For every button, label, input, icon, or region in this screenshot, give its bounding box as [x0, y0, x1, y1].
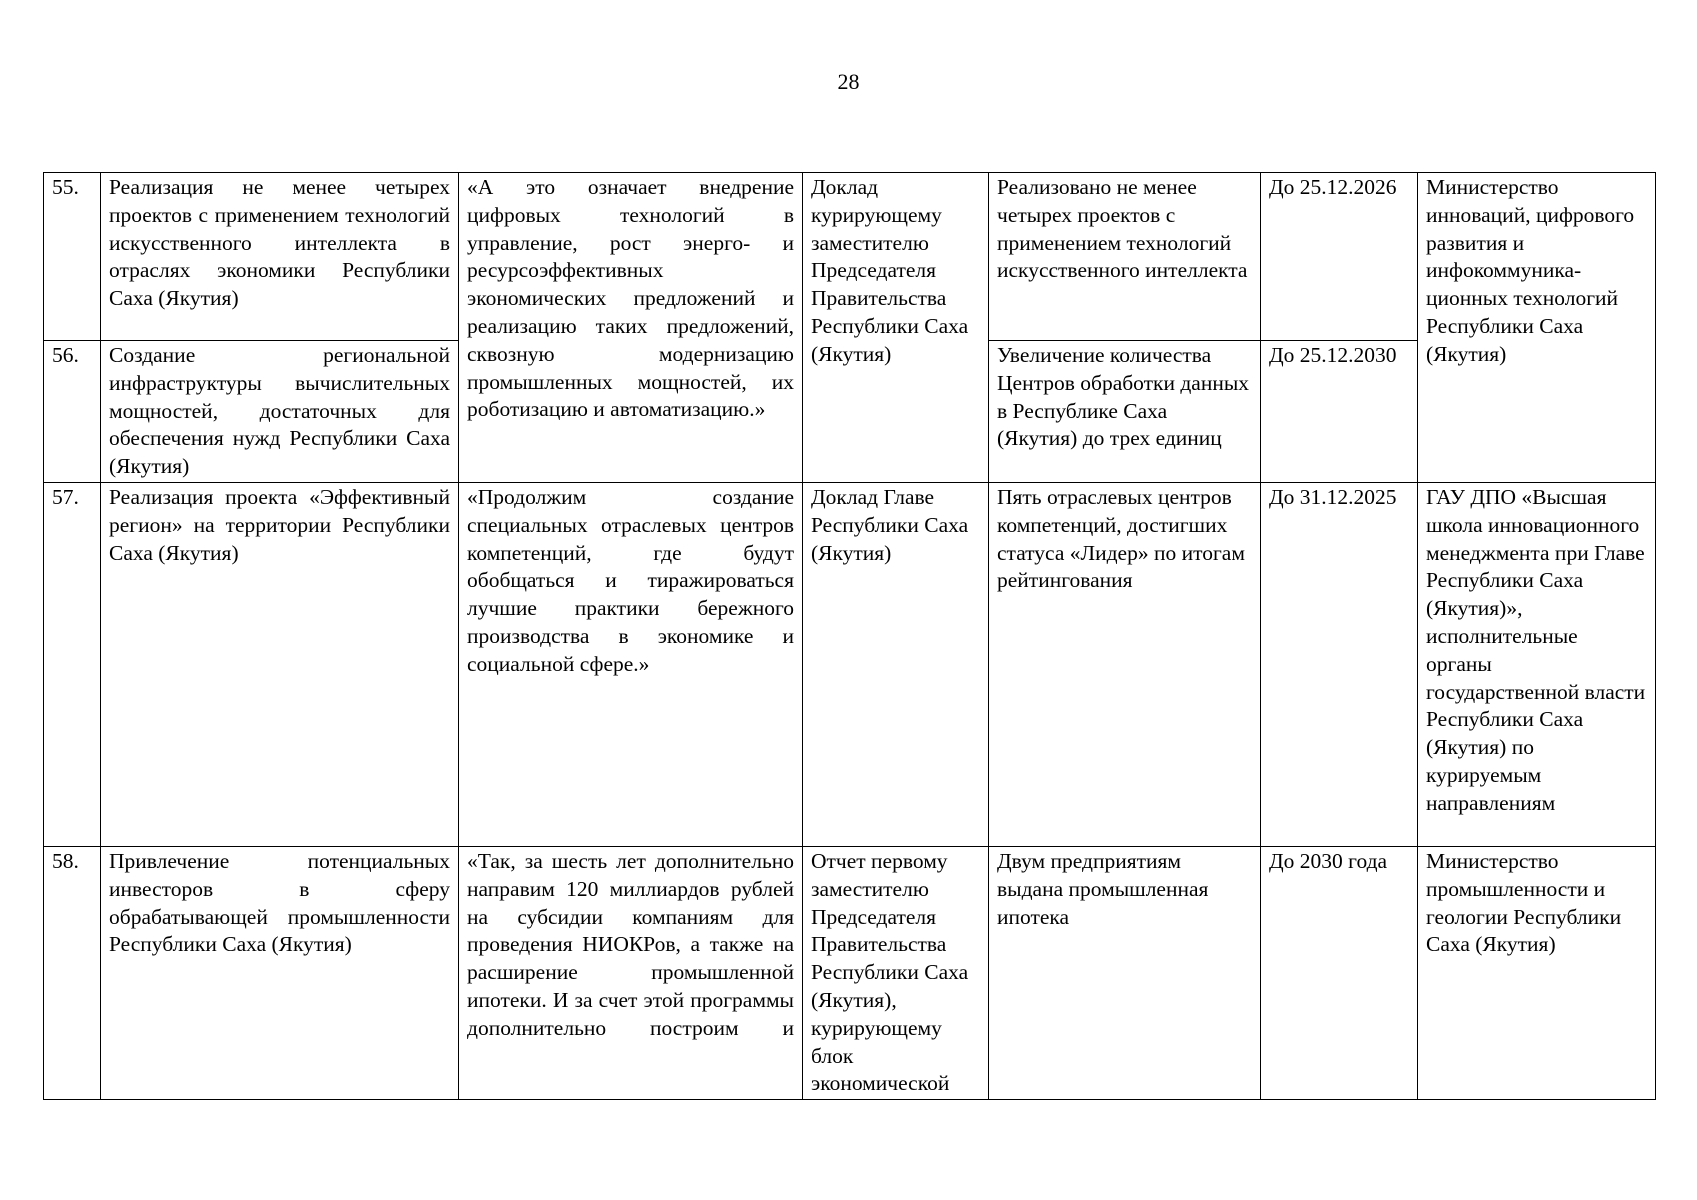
- row-number: 55.: [44, 173, 101, 341]
- event-cell: Реализация проекта «Эффективный регион» на территории Республики Саха (Якутия): [101, 483, 459, 847]
- responsible-cell: Министерство инноваций, цифрового развития и инфокоммуника-ционных технологий Республики Саха (Якутия): [1418, 173, 1656, 483]
- quote-cell: «Так, за шесть лет дополнительно направим 120 миллиардов рублей на субсидии компаниям для проведения НИОКРов, а также на расширение промышленной ипотеки. И за счет этой программы дополнительно построим и: [459, 847, 803, 1100]
- result-cell: Реализовано не менее четырех проектов с применением технологий искусственного интеллекта: [989, 173, 1261, 341]
- responsible-cell: ГАУ ДПО «Высшая школа инновационного менеджмента при Главе Республики Саха (Якутия)», исполнительные органы государственной власти Республики Саха (Якутия) по курируемым направлениям: [1418, 483, 1656, 847]
- page-number: 28: [837, 69, 860, 94]
- row-number: 58.: [44, 847, 101, 1100]
- deadline-cell: До 2030 года: [1261, 847, 1418, 1100]
- responsible-cell: Министерство промышленности и геологии Республики Саха (Якутия): [1418, 847, 1656, 1100]
- table-row: [44, 847, 1656, 1100]
- report-cell: Отчет первому заместителю Председателя Правительства Республики Саха (Якутия), курирующему блок экономической: [803, 847, 989, 1100]
- deadline-cell: До 25.12.2030: [1261, 341, 1418, 483]
- report-cell: Доклад Главе Республики Саха (Якутия): [803, 483, 989, 847]
- result-cell: Увеличение количества Центров обработки данных в Республике Саха (Якутия) до трех единиц: [989, 341, 1261, 483]
- event-cell: Привлечение потенциальных инвесторов в сферу обрабатывающей промышленности Республики Саха (Якутия): [101, 847, 459, 1100]
- event-cell: Реализация не менее четырех проектов с применением технологий искусственного интеллекта в отраслях экономики Республики Саха (Якутия): [101, 173, 459, 341]
- table-row: [44, 483, 1656, 847]
- quote-cell: «Продолжим создание специальных отраслевых центров компетенций, где будут обобщаться и тиражироваться лучшие практики бережного производства в экономике и социальной сфере.»: [459, 483, 803, 847]
- result-cell: Двум предприятиям выдана промышленная ипотека: [989, 847, 1261, 1100]
- deadline-cell: До 25.12.2026: [1261, 173, 1418, 341]
- result-cell: Пять отраслевых центров компетенций, достигших статуса «Лидер» по итогам рейтингования: [989, 483, 1261, 847]
- row-number: 56.: [44, 341, 101, 483]
- table-row: [44, 173, 1656, 341]
- report-cell: Доклад курирующему заместителю Председателя Правительства Республики Саха (Якутия): [803, 173, 989, 483]
- event-cell: Создание региональной инфраструктуры вычислительных мощностей, достаточных для обеспечения нужд Республики Саха (Якутия): [101, 341, 459, 483]
- action-plan-table: [43, 172, 1656, 1100]
- row-number: 57.: [44, 483, 101, 847]
- quote-cell: «А это означает внедрение цифровых технологий в управление, рост энерго- и ресурсоэффективных экономических предложений и реализацию таких предложений, сквозную модернизацию промышленных мощностей, их роботизацию и автоматизацию.»: [459, 173, 803, 483]
- deadline-cell: До 31.12.2025: [1261, 483, 1418, 847]
